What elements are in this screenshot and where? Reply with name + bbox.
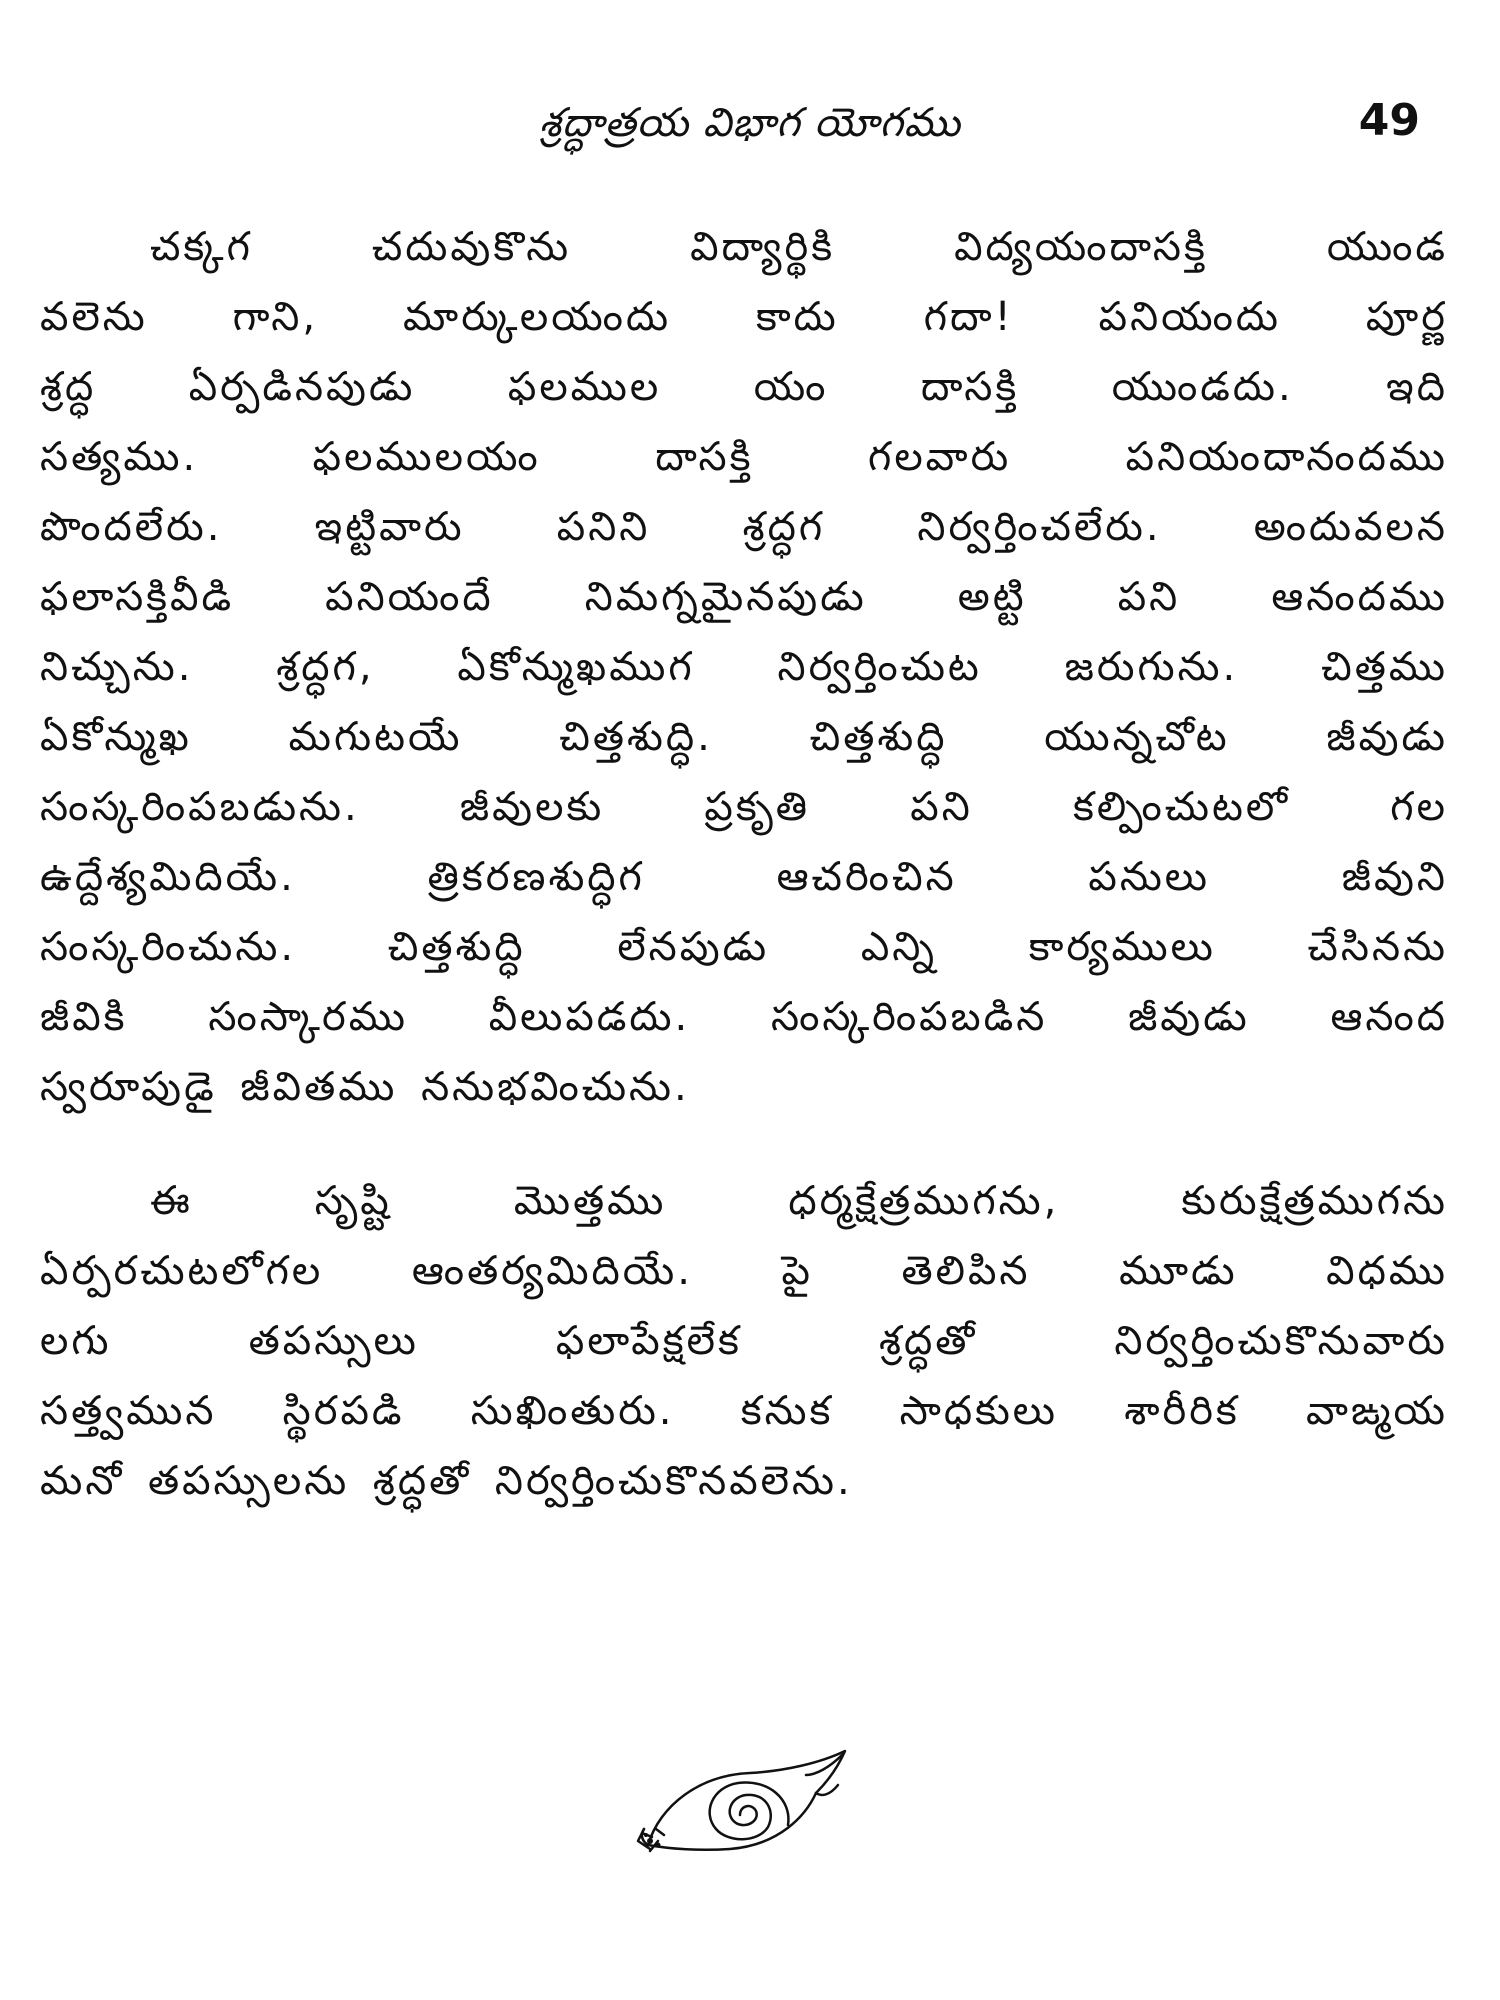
text-line: సంస్కరించును. చిత్తశుద్ధి లేనపుడు ఎన్ని కార్యములు చేసినను <box>40 924 1448 970</box>
body-text <box>40 212 1448 1516</box>
text-line: సత్త్వమున స్థిరపడి సుఖింతురు. కనుక సాధకులు శారీరిక వాఙ్మయ <box>40 1388 1448 1434</box>
text-line: ఉద్దేశ్యమిదియే. త్రికరణశుద్ధిగ ఆచరించిన పనులు జీవుని <box>40 854 1448 900</box>
conch-shell-icon <box>620 1745 860 1865</box>
text-line: పొందలేరు. ఇట్టివారు పనిని శ్రద్ధగ నిర్వర్తించలేరు. అందువలన <box>40 504 1448 550</box>
paragraph-1 <box>40 212 1448 1122</box>
text-line: ఫలాసక్తివీడి పనియందే నిమగ్నమైనపుడు అట్టి పని ఆనందము <box>40 574 1448 620</box>
page-header <box>0 95 1500 155</box>
text-line: సత్యము. ఫలములయం దాసక్తి గలవారు పనియందానందము <box>40 434 1448 480</box>
text-line: వలెను గాని, మార్కులయందు కాదు గదా! పనియందు పూర్ణ <box>40 294 1448 340</box>
text-line: నిచ్చును. శ్రద్ధగ, ఏకోన్ముఖముగ నిర్వర్తించుట జరుగును. చిత్తము <box>40 644 1448 690</box>
text-line: ఏర్పరచుటలోగల ఆంతర్యమిదియే. పై తెలిపిన మూడు విధము <box>40 1248 1448 1294</box>
text-line: చక్కగ చదువుకొను విద్యార్థికి విద్యయందాసక్తి యుండ <box>150 224 1448 270</box>
text-line: మనో తపస్సులను శ్రద్ధతో నిర్వర్తించుకొనవలెను. <box>40 1458 853 1504</box>
text-line: ఈ సృష్టి మొత్తము ధర్మక్షేత్రముగను, కురుక్షేత్రముగను <box>150 1178 1448 1224</box>
text-line: స్వరూపుడై జీవితము ననుభవించును. <box>40 1064 690 1110</box>
text-line: సంస్కరింపబడును. జీవులకు ప్రకృతి పని కల్పించుటలో గల <box>40 784 1448 830</box>
page-number: 49 <box>1358 95 1420 146</box>
paragraph-2 <box>40 1166 1448 1516</box>
text-line: శ్రద్ధ ఏర్పడినపుడు ఫలముల యం దాసక్తి యుండదు. ఇది <box>40 364 1448 410</box>
text-line: జీవికి సంస్కారము వీలుపడదు. సంస్కరింపబడిన జీవుడు ఆనంద <box>40 994 1448 1040</box>
text-line: ఏకోన్ముఖ మగుటయే చిత్తశుద్ధి. చిత్తశుద్ధి యున్నచోట జీవుడు <box>40 714 1448 760</box>
running-title: శ్రద్ధాత్రయ విభాగ యోగము <box>539 100 961 146</box>
paragraph-spacer <box>40 1122 1448 1166</box>
text-line: లగు తపస్సులు ఫలాపేక్షలేక శ్రద్ధతో నిర్వర్తించుకొనువారు <box>40 1318 1448 1364</box>
